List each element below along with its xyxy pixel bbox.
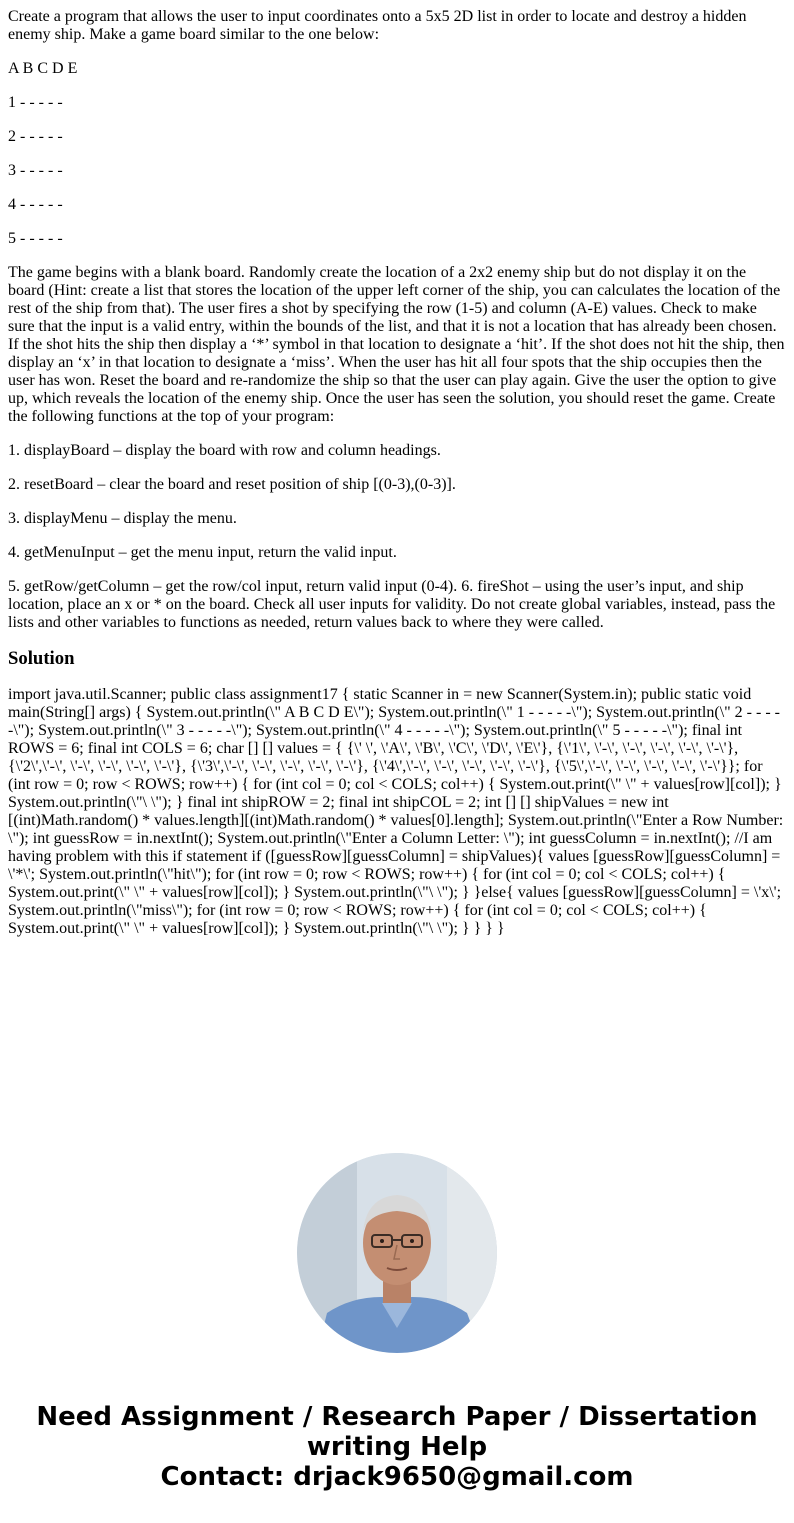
promo-line: writing Help bbox=[306, 1432, 488, 1462]
author-avatar bbox=[297, 1153, 497, 1353]
function-item: 4. getMenuInput – get the menu input, return the valid input. bbox=[8, 544, 397, 561]
document-body bbox=[8, 8, 786, 938]
promo-banner bbox=[0, 1402, 794, 1492]
function-item: 3. displayMenu – display the menu. bbox=[8, 510, 237, 527]
solution-code: import java.util.Scanner; public class assignment17 { static Scanner in = new Scanner(System.in); public static void main(String[] args) { System.out.println(\" A B C D E\"); System.out.println(\" 1 - - - - -\"); System.out.println(\" 2 - - - - -\"); System.out.println(\" 3 - - - - -\"); System.out.println(\" 4 - - - - -\"); System.out.println(\" 5 - - - - -\"); final int ROWS = 6; final int COLS = 6; char [] [] values = { {\' \', \'A\', \'B\', \'C\', \'D\', \'E\'}, {\'1\', \'-\', \'-\', \'-\', \'-\', \'-\'}, {\'2\',\'-\', \'-\', \'-\', \'-\', \'-\'}, {\'3\',\'-\', \'-\', \'-\', \'-\', \'-\'}, {\'4\',\'-\', \'-\', \'-\', \'-\', \'-\'}, {\'5\',\'-\', \'-\', \'-\', \'-\', \'-\'}}; for (int row = 0; row < ROWS; row++) { for (int col = 0; col < COLS; col++) { System.out.print(\" \" + values[row][col]); } System.out.println(\"\ \"); } final int shipROW = 2; final int shipCOL = 2; int [] [] shipValues = new int [(int)Math.random() * values.length][(int)Math.random() * values[0].length]; System.out.println(\"Enter a Row Number: \"); int guessRow = in.nextInt(); System.out.println(\"Enter a Column Letter: \"); int guessColumn = in.nextInt(); //I am having problem with this if statement if ([guessRow][guessColumn] = shipValues){ values [guessRow][guessColumn] = \'*\'; System.out.println(\"hit\"); for (int row = 0; row < ROWS; row++) { for (int col = 0; col < COLS; col++) { System.out.print(\" \" + values[row][col]); } System.out.println(\"\ \"); } }else{ values [guessRow][guessColumn] = \'x\'; System.out.println(\"miss\"); for (int row = 0; row < ROWS; row++) { for (int col = 0; col < COLS; col++) { System.out.print(\" \" + values[row][col]); } System.out.println(\"\ \"); } } } } bbox=[8, 686, 784, 937]
board-header-row: A B C D E bbox=[8, 60, 78, 77]
promo-contact: Contact: drjack9650@gmail.com bbox=[160, 1462, 634, 1492]
function-item: 5. getRow/getColumn – get the row/col input, return valid input (0-4). 6. fireShot – using the user’s input, and ship location, place an x or * on the board. Check all user inputs for validity. Do not create global variables, instead, pass the lists and other variables to functions as needed, return values back to where they were called. bbox=[8, 578, 776, 631]
board-row-1: 1 - - - - - bbox=[8, 94, 63, 111]
solution-heading: Solution bbox=[8, 648, 75, 669]
promo-line: Need Assignment / Research Paper / Dissertation bbox=[36, 1402, 758, 1432]
board-row-4: 4 - - - - - bbox=[8, 196, 63, 213]
board-row-2: 2 - - - - - bbox=[8, 128, 63, 145]
function-item: 1. displayBoard – display the board with row and column headings. bbox=[8, 442, 441, 459]
question-description: The game begins with a blank board. Randomly create the location of a 2x2 enemy ship but do not display it on the board (Hint: create a list that stores the location of the upper left corner of the ship, you can calculates the location of the rest of the ship from that). The user fires a shot by specifying the row (1-5) and column (A-E) values. Check to make sure that the input is a valid entry, within the bounds of the list, and that it is not a location that has already been chosen. If the shot hits the ship then display a ‘*’ symbol in that location to designate a ‘hit’. If the shot does not hit the ship, then display an ‘x’ in that location to designate a ‘miss’. When the user has hit all four spots that the ship occupies then the user has won. Reset the board and re-randomize the ship so that the user can play again. Give the user the option to give up, which reveals the location of the enemy ship. Once the user has seen the solution, you should reset the game. Create the following functions at the top of your program: bbox=[8, 264, 785, 425]
person-photo-avatar-icon bbox=[297, 1153, 497, 1353]
board-row-3: 3 - - - - - bbox=[8, 162, 63, 179]
board-row-5: 5 - - - - - bbox=[8, 230, 63, 247]
question-intro: Create a program that allows the user to input coordinates onto a 5x5 2D list in order to locate and destroy a hidden enemy ship. Make a game board similar to the one below: bbox=[8, 8, 747, 43]
function-item: 2. resetBoard – clear the board and reset position of ship [(0-3),(0-3)]. bbox=[8, 476, 456, 493]
